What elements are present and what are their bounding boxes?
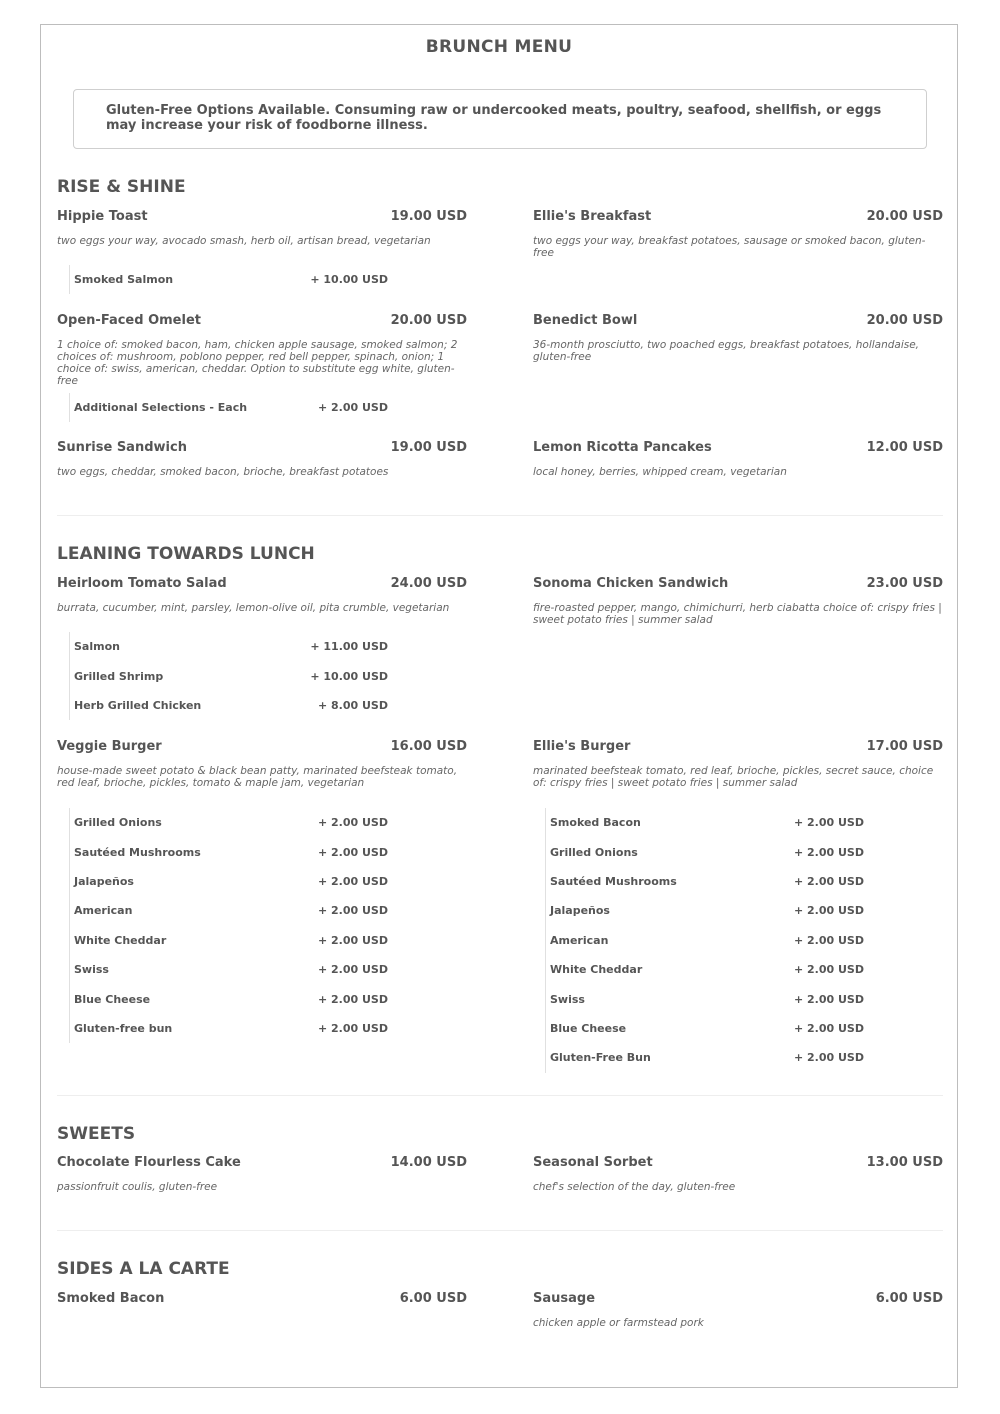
item-description: fire-roasted pepper, mango, chimichurri, herb ciabatta choice of: crispy fries | sweet potato fries | summer salad <box>533 602 942 626</box>
item-description: burrata, cucumber, mint, parsley, lemon-olive oil, pita crumble, vegetarian <box>57 602 450 614</box>
addon-option: Sautéed Mushrooms + 2.00 USD <box>550 874 864 888</box>
addon-option: Swiss + 2.00 USD <box>550 992 864 1006</box>
menu-item-seasonal-sorbet <box>533 1155 943 1193</box>
item-name: Chocolate Flourless Cake <box>57 1155 241 1170</box>
addon-option: White Cheddar + 2.00 USD <box>550 963 864 977</box>
item-name: Ellie's Burger <box>533 739 631 754</box>
addon-option: Swiss + 2.00 USD <box>74 963 388 977</box>
section-divider <box>57 1230 943 1231</box>
item-price: 24.00 USD <box>390 576 467 591</box>
addon-option: Grilled Onions + 2.00 USD <box>550 845 864 859</box>
section-title: SWEETS <box>57 1124 136 1144</box>
menu-item-sunrise-sandwich <box>57 440 467 478</box>
addon-option: American + 2.00 USD <box>550 933 864 947</box>
item-price: 12.00 USD <box>866 440 943 455</box>
item-name: Benedict Bowl <box>533 313 638 328</box>
addon-option: Blue Cheese + 2.00 USD <box>550 1021 864 1035</box>
addon-option: Herb Grilled Chicken + 8.00 USD <box>74 698 388 712</box>
item-price: 14.00 USD <box>390 1155 467 1170</box>
addon-option: Gluten-Free Bun + 2.00 USD <box>550 1051 864 1065</box>
item-price: 6.00 USD <box>399 1291 467 1306</box>
addon-option: Salmon + 11.00 USD <box>74 640 388 654</box>
section-sweets <box>57 1122 943 1146</box>
addon-option: Additional Selections - Each + 2.00 USD <box>74 401 388 415</box>
item-description: marinated beefsteak tomato, red leaf, brioche, pickles, secret sauce, choice of: crispy fries | sweet potato fries | summer salad <box>533 765 934 789</box>
page-title: BRUNCH MENU <box>425 37 573 57</box>
item-price: 19.00 USD <box>390 209 467 224</box>
item-price: 19.00 USD <box>390 440 467 455</box>
addon-list <box>69 632 388 720</box>
addon-option: Gluten-free bun + 2.00 USD <box>74 1021 388 1035</box>
menu-item-benedict-bowl <box>533 313 943 363</box>
menu-item-ellies-burger <box>533 739 943 1065</box>
item-name: Hippie Toast <box>57 209 148 224</box>
addon-option: White Cheddar + 2.00 USD <box>74 933 388 947</box>
item-price: 13.00 USD <box>866 1155 943 1170</box>
addon-option: Jalapeños + 2.00 USD <box>74 874 388 888</box>
addon-list <box>545 808 864 1073</box>
menu-page <box>40 24 958 1388</box>
section-divider <box>57 1095 943 1096</box>
item-description: local honey, berries, whipped cream, vegetarian <box>533 466 787 478</box>
item-price: 20.00 USD <box>390 313 467 328</box>
menu-item-sonoma-chicken-sandwich <box>533 576 943 626</box>
item-name: Veggie Burger <box>57 739 162 754</box>
section-title: RISE & SHINE <box>57 177 186 197</box>
item-name: Smoked Bacon <box>57 1291 165 1306</box>
item-price: 20.00 USD <box>866 209 943 224</box>
item-price: 20.00 USD <box>866 313 943 328</box>
item-description: 1 choice of: smoked bacon, ham, chicken apple sausage, smoked salmon; 2 choices of: mushroom, poblono pepper, red bell pepper, spinach, onion; 1 choice of: swiss, american, cheddar. Option to substitute egg white, gluten-free <box>57 339 458 387</box>
addon-option: Jalapeños + 2.00 USD <box>550 904 864 918</box>
menu-item-ellies-breakfast <box>533 209 943 259</box>
addon-list <box>69 808 388 1043</box>
item-description: passionfruit coulis, gluten-free <box>57 1181 218 1193</box>
item-name: Seasonal Sorbet <box>533 1155 653 1170</box>
item-name: Sunrise Sandwich <box>57 440 187 455</box>
addon-list <box>69 393 388 422</box>
item-name: Sausage <box>533 1291 596 1306</box>
section-title: LEANING TOWARDS LUNCH <box>57 544 315 564</box>
addon-option: Grilled Shrimp + 10.00 USD <box>74 669 388 683</box>
addon-option: Smoked Bacon + 2.00 USD <box>550 816 864 830</box>
menu-item-sausage <box>533 1291 943 1329</box>
item-description: two eggs, cheddar, smoked bacon, brioche, breakfast potatoes <box>57 466 389 478</box>
item-price: 23.00 USD <box>866 576 943 591</box>
menu-item-hippie-toast <box>57 209 467 287</box>
addon-option: Blue Cheese + 2.00 USD <box>74 992 388 1006</box>
item-description: two eggs your way, breakfast potatoes, sausage or smoked bacon, gluten-free <box>533 235 926 259</box>
addon-option: Sautéed Mushrooms + 2.00 USD <box>74 845 388 859</box>
item-name: Ellie's Breakfast <box>533 209 652 224</box>
addon-option: Smoked Salmon + 10.00 USD <box>74 273 388 287</box>
menu-item-lemon-ricotta-pancakes <box>533 440 943 478</box>
item-price: 17.00 USD <box>866 739 943 754</box>
item-description: house-made sweet potato & black bean patty, marinated beefsteak tomato, red leaf, brioche, pickles, tomato & maple jam, vegetarian <box>57 765 458 789</box>
section-sides-a-la-carte <box>57 1257 943 1281</box>
item-description: chef's selection of the day, gluten-free <box>533 1181 736 1193</box>
addon-option: Grilled Onions + 2.00 USD <box>74 816 388 830</box>
item-description: 36-month prosciutto, two poached eggs, breakfast potatoes, hollandaise, gluten-free <box>533 339 920 363</box>
allergen-notice: Gluten-Free Options Available. Consuming raw or undercooked meats, poultry, seafood, shellfish, or eggs may increase your risk of foodborne illness. <box>73 89 927 149</box>
section-rise-and-shine <box>57 175 943 199</box>
item-name: Heirloom Tomato Salad <box>57 576 227 591</box>
section-title: SIDES A LA CARTE <box>57 1259 230 1279</box>
addon-option: American + 2.00 USD <box>74 904 388 918</box>
menu-item-smoked-bacon <box>57 1291 467 1311</box>
item-description: two eggs your way, avocado smash, herb oil, artisan bread, vegetarian <box>57 235 431 247</box>
section-divider <box>57 515 943 516</box>
menu-item-heirloom-tomato-salad <box>57 576 467 712</box>
item-name: Open-Faced Omelet <box>57 313 201 328</box>
addon-list <box>69 265 388 294</box>
menu-item-veggie-burger <box>57 739 467 1035</box>
item-name: Sonoma Chicken Sandwich <box>533 576 729 591</box>
section-leaning-towards-lunch <box>57 542 943 566</box>
item-price: 16.00 USD <box>390 739 467 754</box>
item-price: 6.00 USD <box>875 1291 943 1306</box>
menu-item-chocolate-flourless-cake <box>57 1155 467 1193</box>
menu-item-open-faced-omelet <box>57 313 467 415</box>
item-description: chicken apple or farmstead pork <box>533 1317 704 1329</box>
item-name: Lemon Ricotta Pancakes <box>533 440 712 455</box>
